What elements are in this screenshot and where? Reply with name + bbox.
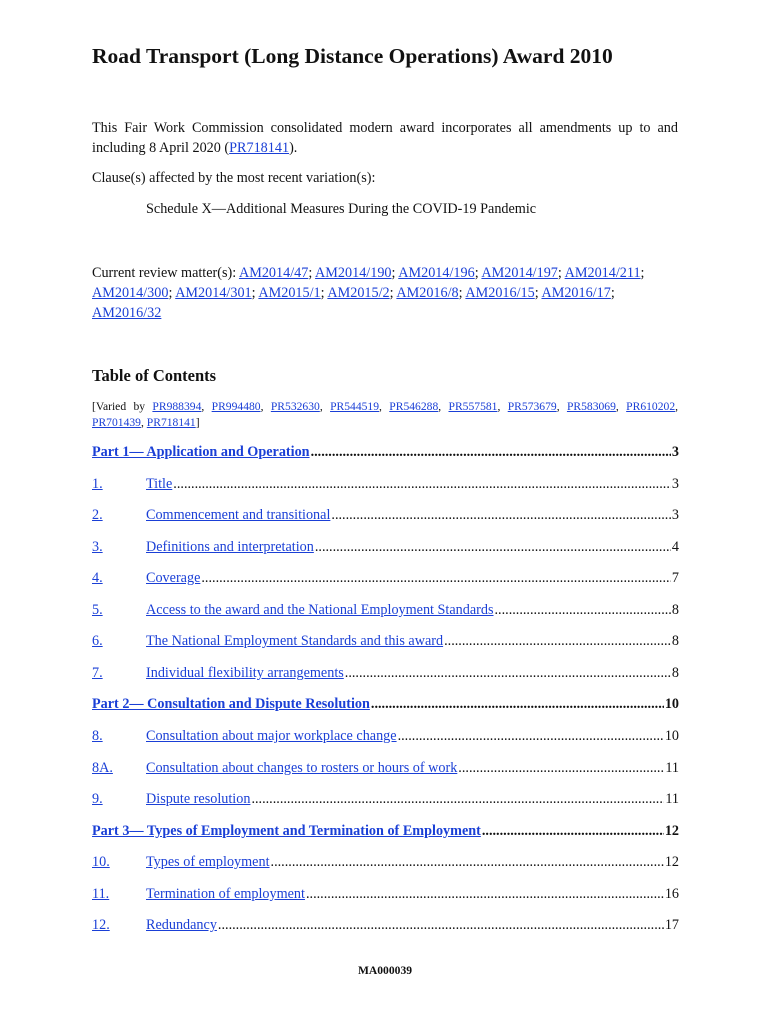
toc-entry-label[interactable]: Consultation about major workplace change	[146, 728, 397, 744]
toc-dot-leader	[398, 728, 664, 745]
toc-dot-leader	[444, 633, 671, 650]
toc-clause-row[interactable]	[92, 854, 679, 874]
toc-page-number: 3	[671, 507, 679, 523]
review-matters-paragraph: Current review matter(s): AM2014/47; AM2014/190; AM2014/196; AM2014/197; AM2014/211; AM2014/300; AM2014/301; AM2015/1; AM2015/2; AM2016/8; AM2016/15; AM2016/17; AM2016/32	[92, 265, 645, 321]
toc-clause-row[interactable]	[92, 728, 679, 748]
toc-clause-row[interactable]	[92, 886, 679, 906]
toc-clause-row[interactable]	[92, 570, 679, 590]
toc-clause-row[interactable]	[92, 476, 679, 496]
toc-dot-leader	[201, 570, 671, 587]
toc-entry-label[interactable]: Access to the award and the National Employment Standards	[146, 602, 494, 618]
review-matter-link[interactable]: AM2014/196	[398, 265, 475, 281]
toc-clause-number[interactable]: 6.	[92, 633, 103, 649]
varied-pr-link[interactable]: PR544519	[330, 400, 380, 413]
toc-clause-number[interactable]: 10.	[92, 854, 110, 870]
toc-clause-row[interactable]	[92, 539, 679, 559]
toc-page-number: 12	[664, 823, 679, 839]
toc-clause-row[interactable]	[92, 602, 679, 622]
intro-pr-link[interactable]: PR718141	[229, 140, 290, 156]
toc-entry-label[interactable]: Commencement and transitional	[146, 507, 331, 523]
toc-entry-label[interactable]: Title	[146, 476, 173, 492]
toc-dot-leader	[458, 760, 664, 777]
toc-entry-label[interactable]: Part 1— Application and Operation	[92, 444, 310, 460]
toc-dot-leader	[251, 791, 664, 808]
review-matter-link[interactable]: AM2016/17	[541, 285, 611, 301]
toc-dot-leader	[218, 917, 664, 934]
toc-clause-number[interactable]: 8A.	[92, 760, 113, 776]
toc-entry-label[interactable]: The National Employment Standards and this award	[146, 633, 444, 649]
toc-page-number: 8	[671, 633, 679, 649]
toc-entry-label[interactable]: Definitions and interpretation	[146, 539, 314, 555]
varied-pr-link[interactable]: PR701439	[92, 416, 141, 429]
toc-page-number: 10	[664, 728, 679, 744]
toc-entry-label[interactable]: Coverage	[146, 570, 201, 586]
toc-dot-leader	[345, 665, 671, 682]
toc-clause-number[interactable]: 8.	[92, 728, 103, 744]
varied-suffix: ]	[195, 416, 200, 429]
toc-clause-row[interactable]	[92, 791, 679, 811]
toc-part-row[interactable]	[92, 696, 679, 716]
toc-dot-leader	[311, 444, 671, 461]
review-matter-link[interactable]: AM2014/300	[92, 285, 169, 301]
document-title: Road Transport (Long Distance Operations) Award 2010	[92, 44, 613, 68]
varied-pr-link[interactable]: PR583069	[566, 400, 616, 413]
toc-part-row[interactable]	[92, 444, 679, 464]
toc-entry-label[interactable]: Part 2— Consultation and Dispute Resolution	[92, 696, 370, 712]
toc-page-number: 7	[671, 570, 679, 586]
toc-entry-label[interactable]: Termination of employment	[146, 886, 305, 902]
toc-page-number: 8	[671, 602, 679, 618]
review-label: Current review matter(s):	[92, 265, 239, 281]
clauses-affected-label: Clause(s) affected by the most recent variation(s):	[92, 170, 376, 186]
toc-entry-label[interactable]: Dispute resolution	[146, 791, 251, 807]
varied-by-note: [Varied by PR988394, PR994480, PR532630, PR544519, PR546288, PR557581, PR573679, PR583069, PR610202, PR701439, PR718141]	[92, 400, 679, 429]
toc-clause-number[interactable]: 12.	[92, 917, 110, 933]
review-matter-link[interactable]: AM2016/32	[92, 305, 162, 321]
toc-page-number: 8	[671, 665, 679, 681]
toc-dot-leader	[495, 602, 671, 619]
review-matter-link[interactable]: AM2014/47	[238, 265, 309, 281]
varied-pr-link[interactable]: PR546288	[389, 400, 439, 413]
toc-page-number: 3	[671, 476, 679, 492]
schedule-item: Schedule X—Additional Measures During the COVID-19 Pandemic	[146, 201, 537, 217]
review-matter-link[interactable]: AM2016/15	[465, 285, 535, 301]
toc-clause-row[interactable]	[92, 665, 679, 685]
review-matter-link[interactable]: AM2016/8	[396, 285, 459, 301]
toc-clause-row[interactable]	[92, 917, 679, 937]
varied-pr-link[interactable]: PR988394	[152, 400, 202, 413]
toc-clause-number[interactable]: 7.	[92, 665, 103, 681]
toc-clause-row[interactable]	[92, 760, 679, 780]
review-matter-link[interactable]: AM2014/197	[481, 265, 558, 281]
toc-page-number: 4	[671, 539, 679, 555]
toc-dot-leader	[371, 696, 664, 713]
varied-pr-link[interactable]: PR610202	[626, 400, 676, 413]
toc-page-number: 16	[664, 886, 679, 902]
varied-prefix: [Varied by	[92, 400, 153, 413]
review-matter-link[interactable]: AM2014/301	[175, 285, 252, 301]
toc-entry-label[interactable]: Part 3— Types of Employment and Termination of Employment	[92, 823, 481, 839]
toc-clause-number[interactable]: 1.	[92, 476, 103, 492]
intro-text: This Fair Work Commission consolidated modern award incorporates all amendments up to and including 8 April 2020 (	[92, 120, 678, 156]
toc-entry-label[interactable]: Types of employment	[146, 854, 270, 870]
toc-clause-row[interactable]	[92, 507, 679, 527]
intro-paragraph	[92, 118, 678, 158]
toc-heading: Table of Contents	[92, 366, 217, 385]
toc-part-row[interactable]	[92, 823, 679, 843]
review-matter-link[interactable]: AM2015/2	[327, 285, 390, 301]
toc-page-number: 17	[664, 917, 679, 933]
review-matter-link[interactable]: AM2015/1	[258, 285, 321, 301]
toc-page-number: 10	[664, 696, 679, 712]
toc-clause-row[interactable]	[92, 633, 679, 653]
toc-page-number: 11	[665, 760, 679, 776]
review-matter-link[interactable]: AM2014/211	[564, 265, 641, 281]
toc-dot-leader	[173, 476, 671, 493]
toc-clause-number[interactable]: 11.	[92, 886, 110, 902]
review-matter-link[interactable]: AM2014/190	[315, 265, 392, 281]
document-code-footer: MA000039	[357, 964, 413, 977]
toc-entry-label[interactable]: Consultation about changes to rosters or hours of work	[146, 760, 458, 776]
toc-clause-number[interactable]: 3.	[92, 539, 103, 555]
toc-clause-number[interactable]: 9.	[92, 791, 103, 807]
toc-dot-leader	[315, 539, 671, 556]
intro-end: ).	[289, 140, 298, 156]
varied-pr-link[interactable]: PR557581	[448, 400, 498, 413]
toc-page-number: 3	[671, 444, 679, 460]
toc-clause-number[interactable]: 5.	[92, 602, 103, 618]
toc-dot-leader	[271, 854, 664, 871]
toc-dot-leader	[482, 823, 664, 840]
varied-pr-link[interactable]: PR573679	[507, 400, 557, 413]
toc-entry-label[interactable]: Individual flexibility arrangements	[146, 665, 344, 681]
toc-clause-number[interactable]: 4.	[92, 570, 103, 586]
toc-dot-leader	[331, 507, 671, 524]
toc-entry-label[interactable]: Redundancy	[146, 917, 217, 933]
varied-pr-link[interactable]: PR532630	[270, 400, 320, 413]
varied-pr-link[interactable]: PR994480	[211, 400, 261, 413]
toc-clause-number[interactable]: 2.	[92, 507, 103, 523]
varied-pr-link[interactable]: PR718141	[146, 416, 196, 429]
toc-page-number: 12	[664, 854, 679, 870]
toc-dot-leader	[306, 886, 664, 903]
toc-page-number: 11	[665, 791, 679, 807]
